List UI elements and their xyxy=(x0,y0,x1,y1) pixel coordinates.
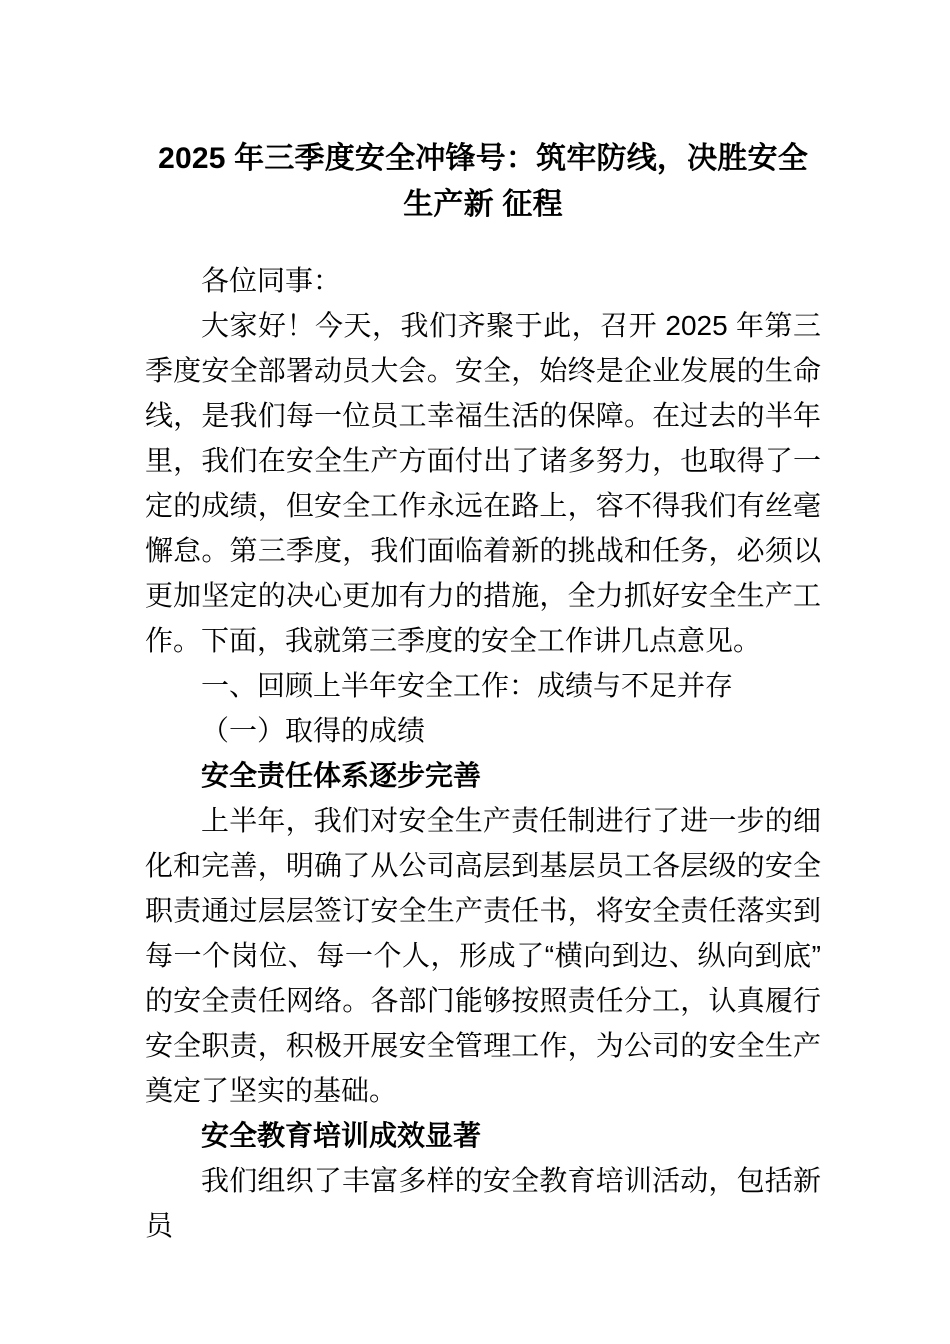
page-title-line-1: 2025 年三季度安全冲锋号：筑牢防线，决胜安全生产新 xyxy=(158,142,808,221)
topic-2-paragraph: 我们组织了丰富多样的安全教育培训活动，包括新员 xyxy=(145,1165,821,1241)
topic-1-paragraph: 上半年，我们对安全生产责任制进行了进一步的细化和完善，明确了从公司高层到基层员工各层级的安全职责通过层层签订安全生产责任书，将安全责任落实到每一个岗位、每一个人，形成了“横向到边、纵向到底”的安全责任网络。各部门能够按照责任分工，认真履行安全职责，积极开展安全管理工作，为公司的安全生产奠定了坚实的基础。 xyxy=(145,805,821,1106)
page-title-line-2: 征程 xyxy=(502,188,563,221)
topic-1-heading: 安全责任体系逐步完善 xyxy=(201,760,482,791)
document-content xyxy=(145,0,821,1248)
opening-paragraph: 大家好！今天，我们齐聚于此，召开 2025 年第三季度安全部署动员大会。安全，始终是企业发展的生命线，是我们每一位员工幸福生活的保障。在过去的半年里，我们在安全生产方面付出了诸多努力，也取得了一定的成绩，但安全工作永远在路上，容不得我们有丝毫懈怠。第三季度，我们面临着新的挑战和任务，必须以更加坚定的决心更加有力的措施，全力抓好安全生产工作。下面，我就第三季度的安全工作讲几点意见。 xyxy=(145,310,821,656)
section-1-heading: 一、回顾上半年安全工作：成绩与不足并存 xyxy=(201,670,734,701)
section-1-1-heading: （一）取得的成绩 xyxy=(201,715,426,746)
title-body-spacer xyxy=(145,228,821,258)
page-title xyxy=(145,0,821,228)
topic-2-heading: 安全教育培训成效显著 xyxy=(201,1120,482,1151)
salutation: 各位同事： xyxy=(201,265,342,296)
